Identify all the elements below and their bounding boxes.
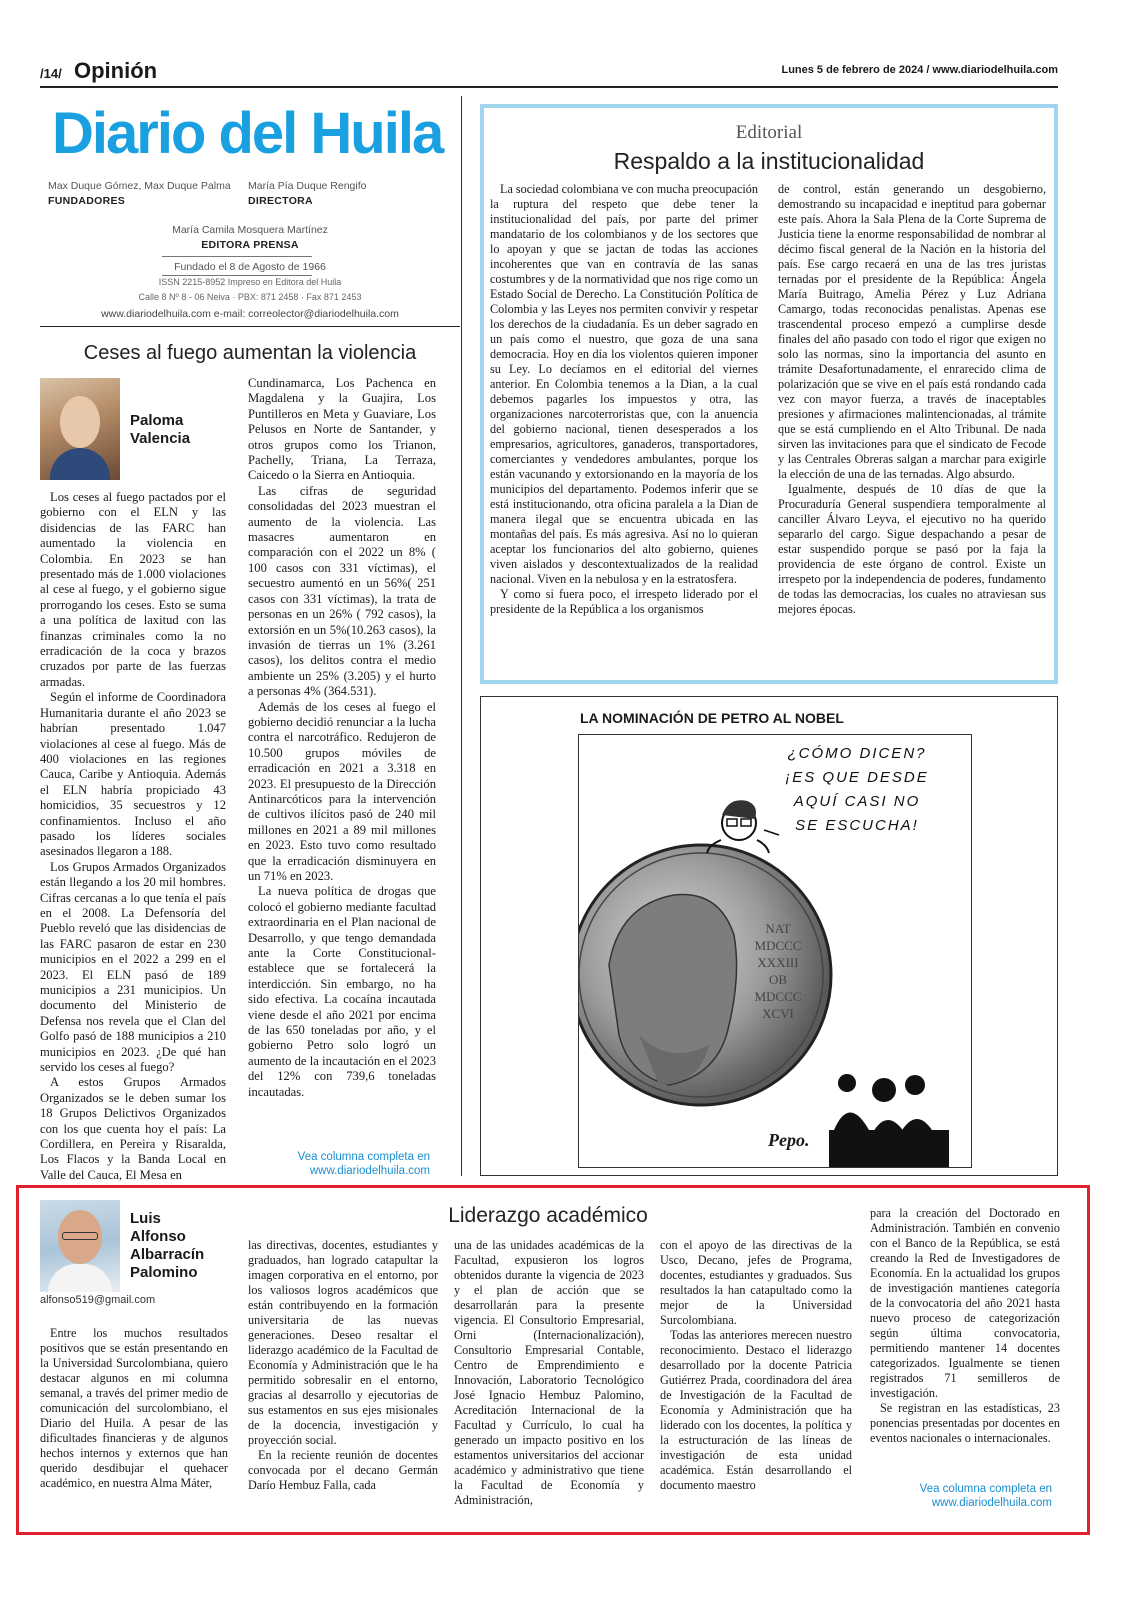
author-name	[130, 1210, 204, 1282]
column2-text-2	[248, 1238, 438, 1493]
editor-label: EDITORA PRENSA	[201, 239, 299, 251]
author-photo	[40, 1200, 120, 1292]
inscription-line: XCVI	[762, 1006, 794, 1021]
top-rule	[40, 86, 1058, 88]
paragraph: de control, están generando un desgobierno, demostrando su incapacidad e ineptitud para gobernar este país. Ahora la Sala Plena de la Corte Suprema de Justicia tiene la enorme responsabilidad de nombrar al décimo fiscal general de la Nación en la historia del país. Ese cargo recaerá en una de las tres juristas ternadas por el presidente de la República: Ángela María Buitrago, Amelia Pérez y Luz Adriana Camargo, todas reconocidas penalistas. Apenas ese trascendental proceso empezó a cumplirse desde finales del año pasado con todo el rigor que exigen no solo las normas, sino la importancia del asunto en trámite Desafortunadamente, el enrarecido clima de polarización que se vive en el país está rondando cada vez con mayor fuerza, a través de inaceptables presiones y afirmaciones malintencionadas, al trámite que se está cumpliendo en el Alto Tribunal. De nada sirven las invitaciones para que el sindicato de Fecode y las Centrales Obreras salgan a marchar para exigirle la elección de una de las ternadas. Algo absurdo.	[778, 182, 1046, 481]
editorial-right-text	[778, 182, 1046, 617]
editorial-label: Editorial	[735, 122, 803, 143]
paragraph: para la creación del Doctorado en Administración. También en convenio con el Banco de la República, se está creando la Red de Investigadores de Economía. En la actualidad los grupos de investigación mantienes categoría de la convocatoria del año 2021 hasta nuevo proceso de categorización según última convocatoria, permitiendo mantener 14 docentes categorizados. Igualmente se tienen registrados 71 semilleros de investigación.	[870, 1206, 1060, 1400]
paragraph: En la reciente reunión de docentes convocada por el decano Germán Darío Hembuz Falla, cada	[248, 1448, 438, 1492]
address: Calle 8 Nº 8 - 06 Neiva · PBX: 871 2458 · Fax 871 2453	[138, 292, 362, 302]
column-title: Liderazgo académico	[448, 1204, 648, 1227]
editor-name: María Camila Mosquera Martínez	[172, 224, 328, 236]
inscription-line: MDCCC	[754, 989, 802, 1004]
crowd-figures	[829, 1074, 949, 1168]
column1-left-text	[40, 490, 226, 1183]
newspaper-logo: Diario del Huila	[52, 101, 443, 166]
founders-label: FUNDADORES	[48, 195, 126, 207]
author-name-line: Palomino	[130, 1264, 198, 1281]
author-photo	[40, 378, 120, 480]
paragraph: las directivas, docentes, estudiantes y graduados, han logrado catapultar la imagen corporativa en el entorno, por los valiosos logros académicos que están contribuyendo en la formación universitaria de las nuevas generaciones. Deseo resaltar el liderazgo académico de la Facultad de Economía y Administración que le ha permitido sobresalir en el entorno, gracias al desarrollo y ejecutorias de sus estamentos en sus ejes misionales de la docencia, investigación y proyección social.	[248, 1238, 438, 1447]
paragraph: Además de los ceses al fuego el gobierno decidió renunciar a la lucha contra el narcotráfico. Redujeron de 10.500 grupos móviles de erradicación en 2021 a 3.318 en 2023. El presupuesto de la Dirección Antinarcóticos para la intervención de cultivos ilícitos pasó de 240 mil millones en 2021 a 89 mil millones en 2023. Esto tuvo como resultado que la erradicación disminuyera en un 71% en 2023.	[248, 699, 436, 883]
column2-text-4	[660, 1238, 852, 1493]
author-name-line: Albarracín	[130, 1246, 205, 1263]
masthead-rule	[162, 256, 312, 257]
cartoon-title: LA NOMINACIÓN DE PETRO AL NOBEL	[580, 710, 844, 726]
founded-date: Fundado el 8 de Agosto de 1966	[174, 261, 326, 273]
author-name-line: Luis	[130, 1210, 161, 1227]
paragraph: Igualmente, después de 10 días de que la Procuraduría General suspendiera temporalmente al canciller Álvaro Leyva, el ejecutivo no ha querido separarlo del cargo. Sigue despachando a pesar de estar suspendido porque se pasó por la faja la providencia de este órgano de control. Existe un irrespeto por la independencia de poderes, fundamento de todas las democracias, los cuales no atraviesan sus mejores épocas.	[778, 482, 1046, 616]
column-divider	[461, 96, 462, 1176]
paragraph: Se registran en las estadísticas, 23 ponencias presentadas por docentes en eventos nacionales o internacionales.	[870, 1401, 1060, 1445]
speech-line: AQUÍ CASI NO	[793, 793, 921, 810]
date-and-site: Lunes 5 de febrero de 2024 / www.diariodelhuila.com	[781, 64, 1058, 76]
author-name-line: Alfonso	[130, 1228, 186, 1245]
author-first-name: Paloma	[130, 412, 184, 429]
page-number: /14/	[40, 66, 62, 81]
inscription-line: MDCCC	[754, 938, 802, 953]
paragraph: Cundinamarca, Los Pachenca en Magdalena y la Guajira, Los Puntilleros en Meta y Guaviare, Los Pelusos en Norte de Santander, y otros grupos como los Trianon, Pachelly, Triana, La Terraza, Caicedo o la Sierra en Antioquia.	[248, 376, 436, 483]
inscription-line: XXXIII	[757, 955, 799, 970]
director-name: María Pía Duque Rengifo	[248, 180, 367, 192]
full-column-link[interactable]: Vea columna completa en www.diariodelhuila.com	[297, 1151, 430, 1177]
masthead-bottom-rule	[40, 326, 460, 327]
column-title: Ceses al fuego aumentan la violencia	[83, 342, 417, 364]
paragraph: Los ceses al fuego pactados por el gobierno con el ELN y las disidencias de las FARC han aumentado la violencia en Colombia. En 2023 se han presentado más de 1.000 violaciones al cese al fuego, y el gobierno sigue prorrogando los ceses. Esto se suma a una política de laxitud con las finanzas criminales como la no erradicación de la coca y brazos cruzados por parte de las fuerzas armadas.	[40, 490, 226, 689]
paragraph: Entre los muchos resultados positivos que se están presentando en la Universidad Surcolombiana, quiero destacar algunos en mi columna semanal, a través del primer medio de comunicación del surcolombiano, el Diario del Huila. A pesar de las dificultades financieras y de algunos hechos internos y externos que han querido desdibujar el quehacer académico, en nuestra Alma Máter,	[40, 1326, 228, 1490]
author-email[interactable]: alfonso519@gmail.com	[40, 1294, 156, 1306]
paragraph: Las cifras de seguridad consolidadas del 2023 muestran el aumento de la violencia. Las masacres aumentaron en comparación con el 2022 un 8% ( 100 casos con 331 víctimas), el secuestro aumentó en un 56%( 251 casos con 331 víctimas), la trata de personas en un 26% ( 792 casos), la extorsión en un 5%(10.263 casos), la invasión de tierras un 1% (3.261 casos), los delitos contra el medio ambiente un 25% (3.205) y el hurto a personas 4% (364.531).	[248, 483, 436, 699]
editorial-title: Respaldo a la institucionalidad	[613, 148, 925, 174]
contact: www.diariodelhuila.com e-mail: correolector@diariodelhuila.com	[101, 308, 399, 320]
full-column-link[interactable]: Vea columna completa en www.diariodelhuila.com	[919, 1483, 1052, 1509]
inscription-line: NAT	[765, 921, 791, 936]
masthead-rule	[162, 275, 312, 276]
director-label: DIRECTORA	[248, 195, 313, 207]
speech-line: ¿CÓMO DICEN?	[787, 745, 927, 762]
paragraph: Y como si fuera poco, el irrespeto liderado por el presidente de la República a los organismos	[490, 587, 758, 616]
issn: ISSN 2215-8952 Impreso en Editora del Huila	[158, 277, 342, 287]
cartoonist-signature: Pepo.	[768, 1130, 810, 1150]
paragraph: Todas las anteriores merecen nuestro reconocimiento. Destaco el liderazgo desarrollado por la docente Patricia Gutiérrez Prada, coordinadora del área de Investigación de la Facultad de Economía y Administración que ha liderado con los docentes, la política y la estructuración de las líneas de investigación de esta unidad académica. Están desarrollando el documento maestro	[660, 1328, 852, 1492]
editorial-left-text	[490, 182, 758, 617]
column2-text-1	[40, 1326, 228, 1491]
paragraph: Los Grupos Armados Organizados están llegando a los 20 mil hombres. Cifras cercanas a lo que tenía el país en el 2008. La Defensoría del Pueblo reveló que las disidencias de las FARC pasaron de estar en 230 municipios en el 2022 a 299 en el 2023. El ELN pasó de 189 municipios a 231 municipios. Un documento del Ministerio de Defensa nos revela que el Clan del Golfo pasó de 188 municipios a 210 municipios en 2023. ¿De qué han servido los ceses al fuego?	[40, 859, 226, 1075]
column2-text-5	[870, 1206, 1060, 1446]
paragraph: A estos Grupos Armados Organizados se le deben sumar los 18 Grupos Delictivos Organizados con los que cuenta hoy el país: La Cordillera, en Pereira y Risaralda, Los Flacos y la Banda Local en Valle del Cauca, El Mesa en	[40, 1075, 226, 1182]
speech-line: ¡ES QUE DESDE	[785, 769, 929, 786]
speech-line: SE ESCUCHA!	[795, 817, 919, 834]
founders-names: Max Duque Gómez, Max Duque Palma	[48, 180, 231, 192]
paragraph: una de las unidades académicas de la Facultad, expusieron los logros obtenidos durante la vigencia de 2023 y el plan de acción que se desarrollarán para la presente vigencia. El Consultorio Empresarial, Orni (Internacionalización), Consultorio Empresarial Contable, Centro de Emprendimiento e Innovación, Laboratorio Tecnológico José Ignacio Hembuz Palomino, Acreditación Internacional de la Facultad y Currículo, lo cual ha generado un impacto positivo en los estamentos universitarios del accionar académico y administrativo que tiene la Facultad de Economía y Administración,	[454, 1238, 644, 1507]
column1-right-text	[248, 376, 436, 1100]
paragraph: La sociedad colombiana ve con mucha preocupación la ruptura del respeto que debe tener la institucionalidad del país, por parte del primer mandatario de los colombianos y de los sectores que lo apoyan y que se jactan de todas las acciones incoherentes que van en contravía de las sanas costumbres y de la normatividad que nos rige como un Estado Social de Derecho. La Constitución Política de Colombia y las Leyes nos permiten convivir y respetar los derechos de la ciudadanía. Es un deber sagrado en un país como el nuestro, que goza de una sana democracia. Hoy en día los violentos quieren imponer su Ley. Lo decíamos en el editorial del viernes anterior. En Colombia tenemos a la Dian, a la cual debemos pagarles los impuestos y otra, las organizaciones narcoterroristas que, con la anuencia del gobierno nacional, tienen desesperados a los empresarios, agricultores, ganaderos, transportadores, comerciantes y vendedores ambulantes, porque los están vacunando y extorsionando en la mayoría de los municipios del departamento. Podemos inferir que se está institucionando, otra oficina paralela a la Dian de manera ilegal que se encuentra ubicada en las montañas del país. Es más agresiva. Así no lo quieran aceptar los funcionarios del alto gobierno, quienes viven aislados y descontextualizados de la realidad nacional. Viven en la nebulosa y en la estratosfera.	[490, 182, 758, 586]
cartoon-medal-inscription	[748, 920, 808, 1022]
author-last-name: Valencia	[130, 430, 191, 447]
speech-bubble	[782, 742, 932, 838]
paragraph: Según el informe de Coordinadora Humanitaria durante el año 2023 se habrían presentado 1.047 violaciones al cese al fuego. Más de 400 violaciones en las regiones Cauca, Caribe y Antioquia. Además el ELN habría propiciado 43 homicidios, 35 secuestros y 12 confinamientos. Incluso el año pasado los líderes sociales asesinados llegaron a 188.	[40, 690, 226, 859]
paragraph: La nueva política de drogas que colocó el gobierno mediante facultad extraordinaria en el Plan nacional de Desarrollo, y que tengo demandada ante la Corte Constitucional-establece que se fortalecerá la interdicción. Sin embargo, no ha sido efectiva. La cocaína incautada viene desde el año 2021 por encima de las 650 toneladas por año, y el gobierno Petro solo logró un aumento de la incautación en el 2023 del 12% con 739,6 toneladas incautadas.	[248, 884, 436, 1099]
section-title: Opinión	[74, 58, 158, 83]
paragraph: con el apoyo de las directivas de la Usco, Decano, jefes de Programa, docentes, estudiantes y graduados. Sus resultados la han catapultado como la mejor de la Universidad Surcolombiana.	[660, 1238, 852, 1327]
inscription-line: OB	[768, 972, 788, 987]
column2-text-3	[454, 1238, 644, 1508]
